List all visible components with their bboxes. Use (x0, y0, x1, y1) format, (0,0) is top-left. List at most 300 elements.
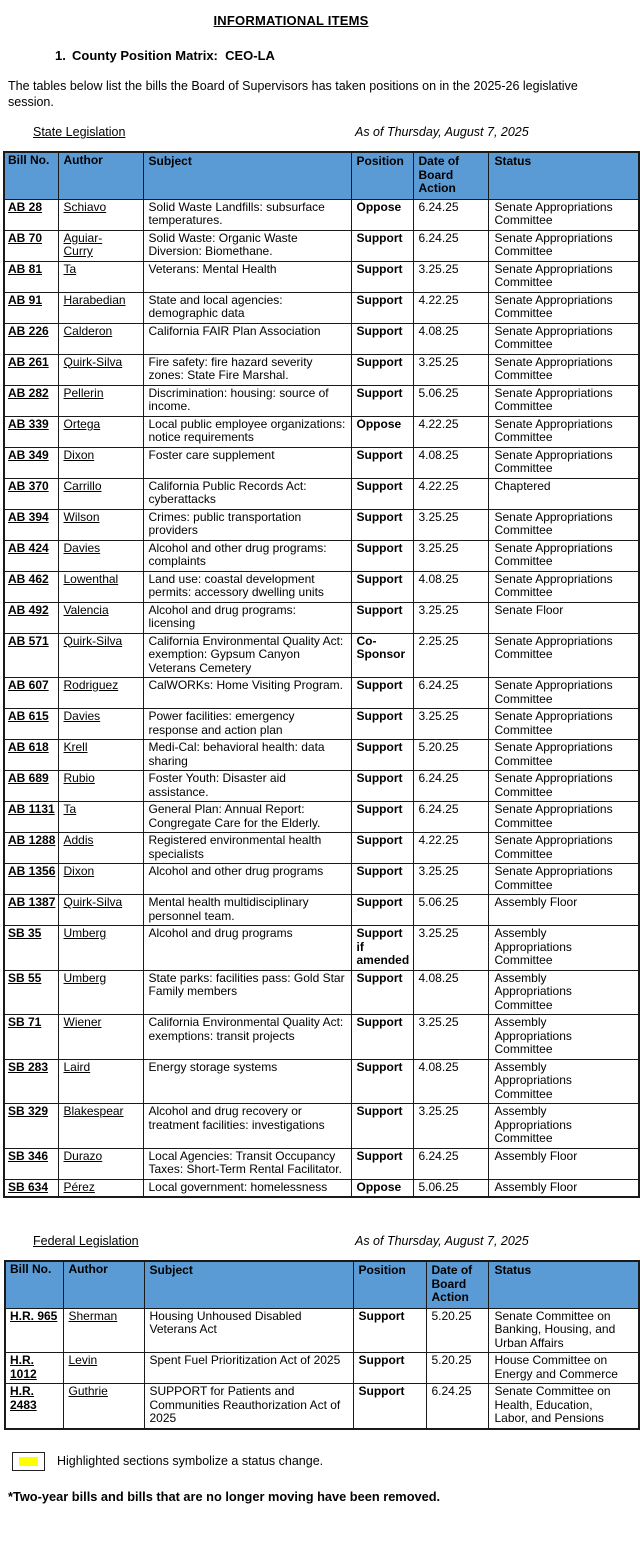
date-cell: 4.22.25 (413, 416, 488, 447)
status-cell: Senate Appropriations Committee (488, 633, 639, 678)
position-cell: Support (351, 602, 413, 633)
subject-cell: California FAIR Plan Association (143, 323, 351, 354)
table-row (4, 1015, 639, 1060)
date-cell: 3.25.25 (413, 509, 488, 540)
subject-cell: Alcohol and drug programs (143, 926, 351, 971)
author-link[interactable]: Ta (63, 261, 77, 276)
bill-number-link[interactable]: SB 346 (8, 1148, 49, 1163)
legend (12, 1452, 640, 1471)
author-cell (58, 895, 143, 926)
position-cell: Support (351, 540, 413, 571)
position-cell: Oppose (351, 1179, 413, 1197)
position-cell: Support (351, 1059, 413, 1104)
status-cell: Senate Appropriations Committee (488, 416, 639, 447)
status-cell: Senate Appropriations Committee (488, 771, 639, 802)
subject-cell: Veterans: Mental Health (143, 261, 351, 292)
position-cell: Support (351, 895, 413, 926)
author-link[interactable]: Rubio (63, 771, 95, 785)
bill-number-link[interactable]: AB 370 (8, 478, 49, 493)
date-cell: 5.06.25 (413, 895, 488, 926)
state-section-heading-row (33, 125, 640, 142)
bill-number-link[interactable]: AB 282 (8, 385, 49, 400)
author-cell (58, 385, 143, 416)
bill-cell (4, 323, 58, 354)
author-link[interactable]: Laird (63, 1059, 91, 1074)
table-row (4, 1104, 639, 1149)
bill-cell (4, 230, 58, 261)
status-cell: Senate Appropriations Committee (488, 864, 639, 895)
bill-number-link[interactable]: AB 1288 (8, 833, 56, 847)
bill-number-link[interactable]: AB 91 (8, 292, 43, 307)
date-cell: 4.22.25 (413, 833, 488, 864)
date-cell: 4.22.25 (413, 478, 488, 509)
date-cell: 4.08.25 (413, 323, 488, 354)
author-link[interactable]: Davies (63, 709, 101, 723)
position-cell: Support (351, 771, 413, 802)
date-cell: 4.08.25 (413, 571, 488, 602)
author-cell (58, 1104, 143, 1149)
author-cell (58, 1179, 143, 1197)
bill-cell (5, 1308, 63, 1353)
page-title: INFORMATIONAL ITEMS (213, 13, 369, 28)
position-cell: Support (351, 1148, 413, 1179)
author-cell (58, 970, 143, 1015)
author-cell (58, 261, 143, 292)
status-cell: Senate Appropriations Committee (488, 447, 639, 478)
author-cell (63, 1353, 144, 1384)
item-number: 1. (55, 48, 66, 63)
position-cell: Support (351, 571, 413, 602)
col-header-subject: Subject (144, 1261, 353, 1308)
author-cell (58, 709, 143, 740)
numbered-item (55, 48, 640, 63)
subject-cell: Alcohol and drug recovery or treatment facilities: investigations (143, 1104, 351, 1149)
table-row (4, 385, 639, 416)
col-header-bill-no: Bill No. (4, 152, 58, 199)
author-cell (58, 199, 143, 230)
table-row (4, 895, 639, 926)
position-cell: Support (351, 833, 413, 864)
table-row (4, 678, 639, 709)
table-row (4, 864, 639, 895)
bill-cell (4, 802, 58, 833)
position-cell: Support (353, 1353, 426, 1384)
table-row (5, 1308, 639, 1353)
date-cell: 4.22.25 (413, 292, 488, 323)
bill-cell (4, 447, 58, 478)
status-cell: Assembly Appropriations Committee (488, 1059, 639, 1104)
date-cell: 6.24.25 (413, 230, 488, 261)
subject-cell: State parks: facilities pass: Gold Star Family members (143, 970, 351, 1015)
col-header-bill-no: Bill No. (5, 1261, 63, 1308)
table-row (4, 447, 639, 478)
author-cell (58, 540, 143, 571)
status-cell: Senate Committee on Health, Education, Labor, and Pensions (488, 1384, 639, 1429)
author-link[interactable]: Carrillo (63, 478, 102, 493)
author-link[interactable]: Umberg (63, 970, 107, 985)
subject-cell: Registered environmental health specialists (143, 833, 351, 864)
bill-number-link[interactable]: AB 1387 (8, 895, 56, 909)
legend-text: Highlighted sections symbolize a status change. (57, 1454, 324, 1468)
date-cell: 5.20.25 (413, 740, 488, 771)
status-cell: Senate Appropriations Committee (488, 385, 639, 416)
table-row (4, 740, 639, 771)
bill-number-link[interactable]: AB 28 (8, 199, 43, 214)
subject-cell: Mental health multidisciplinary personnel team. (143, 895, 351, 926)
author-link[interactable]: Umberg (63, 926, 107, 940)
position-cell: Support (351, 261, 413, 292)
bill-number-link[interactable]: AB 607 (8, 678, 49, 692)
subject-cell: Land use: coastal development permits: accessory dwelling units (143, 571, 351, 602)
intro-paragraph: The tables below list the bills the Board of Supervisors has taken positions on in the 2025-26 legislative session. (8, 79, 578, 109)
header-row (5, 1261, 639, 1308)
author-link[interactable]: Sherman (68, 1308, 118, 1323)
author-cell (58, 771, 143, 802)
item-title: County Position Matrix: CEO-LA (72, 48, 275, 63)
table-row (4, 199, 639, 230)
status-cell: Assembly Appropriations Committee (488, 970, 639, 1015)
position-cell: Co-Sponsor (351, 633, 413, 678)
author-link[interactable]: Krell (63, 740, 88, 754)
bill-number-link[interactable]: SB 35 (8, 926, 42, 940)
table-row (4, 509, 639, 540)
bill-number-link[interactable]: AB 70 (8, 230, 43, 245)
bill-number-link[interactable]: AB 689 (8, 771, 49, 785)
author-cell (58, 230, 143, 261)
bill-cell (4, 385, 58, 416)
table-row (4, 1179, 639, 1197)
author-link[interactable]: Quirk-Silva (63, 633, 123, 648)
bill-cell (4, 261, 58, 292)
author-cell (58, 678, 143, 709)
col-header-subject: Subject (143, 152, 351, 199)
bill-cell (4, 199, 58, 230)
col-header-date-of-board-action: Date of Board Action (426, 1261, 488, 1308)
state-legislation-heading: State Legislation (33, 125, 126, 139)
author-cell (58, 602, 143, 633)
position-cell: Support (351, 678, 413, 709)
status-cell: Assembly Floor (488, 895, 639, 926)
bill-cell (4, 1015, 58, 1060)
bill-number-link[interactable]: AB 261 (8, 354, 49, 369)
table-row (4, 354, 639, 385)
bill-number-link[interactable]: AB 462 (8, 571, 49, 586)
position-cell: Support (351, 385, 413, 416)
status-cell: Assembly Appropriations Committee (488, 1015, 639, 1060)
col-header-status: Status (488, 152, 639, 199)
position-cell: Support (351, 509, 413, 540)
bill-cell (4, 540, 58, 571)
federal-as-of-date: As of Thursday, August 7, 2025 (355, 1234, 529, 1248)
bill-cell (4, 292, 58, 323)
position-cell: Support (351, 864, 413, 895)
state-legislation-table (3, 151, 640, 1198)
subject-cell: Solid Waste: Organic Waste Diversion: Biomethane. (143, 230, 351, 261)
bill-number-link[interactable]: AB 1356 (8, 864, 56, 878)
bill-cell (4, 1148, 58, 1179)
bill-number-link[interactable]: SB 283 (8, 1059, 49, 1074)
status-cell: Senate Appropriations Committee (488, 833, 639, 864)
table-row (4, 540, 639, 571)
table-row (4, 633, 639, 678)
author-cell (58, 416, 143, 447)
federal-legislation-heading: Federal Legislation (33, 1234, 139, 1248)
bill-number-link[interactable]: H.R. 965 (10, 1308, 58, 1323)
subject-cell: Crimes: public transportation providers (143, 509, 351, 540)
subject-cell: Solid Waste Landfills: subsurface temperatures. (143, 199, 351, 230)
federal-section-heading-row (33, 1234, 640, 1251)
table-row (5, 1353, 639, 1384)
position-cell: Support (351, 970, 413, 1015)
position-cell: Support (351, 1104, 413, 1149)
highlight-swatch-fill (19, 1457, 38, 1466)
subject-cell: Housing Unhoused Disabled Veterans Act (144, 1308, 353, 1353)
status-cell: Senate Appropriations Committee (488, 292, 639, 323)
bill-number-link[interactable]: AB 492 (8, 602, 49, 617)
author-link[interactable]: Addis (63, 833, 94, 847)
author-link[interactable]: Aguiar-Curry (63, 230, 103, 258)
subject-cell: Alcohol and other drug programs: complaints (143, 540, 351, 571)
status-cell: Senate Committee on Banking, Housing, and Urban Affairs (488, 1308, 639, 1353)
date-cell: 3.25.25 (413, 709, 488, 740)
status-cell: Senate Floor (488, 602, 639, 633)
subject-cell: General Plan: Annual Report: Congregate Care for the Elderly. (143, 802, 351, 833)
author-link[interactable]: Pérez (63, 1179, 95, 1194)
date-cell: 3.25.25 (413, 354, 488, 385)
position-cell: Oppose (351, 199, 413, 230)
author-link[interactable]: Ortega (63, 416, 101, 431)
bill-cell (4, 509, 58, 540)
bill-number-link[interactable]: AB 394 (8, 509, 49, 524)
bill-number-link[interactable]: AB 339 (8, 416, 49, 431)
position-cell: Support (351, 478, 413, 509)
author-cell (58, 633, 143, 678)
table-row (4, 833, 639, 864)
bill-cell (4, 926, 58, 971)
footnote: *Two-year bills and bills that are no longer moving have been removed. (8, 1488, 441, 1504)
position-cell: Support (351, 447, 413, 478)
table-row (4, 1148, 639, 1179)
date-cell: 3.25.25 (413, 864, 488, 895)
col-header-author: Author (58, 152, 143, 199)
status-cell: Senate Appropriations Committee (488, 323, 639, 354)
author-link[interactable]: Guthrie (68, 1384, 108, 1398)
table-row (4, 970, 639, 1015)
bill-number-link[interactable]: H.R. 1012 (10, 1353, 37, 1381)
bill-number-link[interactable]: SB 329 (8, 1104, 49, 1118)
table-row (4, 416, 639, 447)
bill-number-link[interactable]: AB 349 (8, 447, 49, 462)
highlight-swatch (12, 1452, 45, 1471)
bill-cell (4, 416, 58, 447)
federal-legislation-table (4, 1260, 640, 1430)
bill-cell (4, 771, 58, 802)
bill-cell (4, 833, 58, 864)
bill-cell (4, 1104, 58, 1149)
position-cell: Support if amended (351, 926, 413, 971)
status-cell: Senate Appropriations Committee (488, 199, 639, 230)
subject-cell: Alcohol and drug programs: licensing (143, 602, 351, 633)
author-cell (58, 740, 143, 771)
bill-number-link[interactable]: AB 571 (8, 633, 49, 648)
author-cell (58, 354, 143, 385)
author-cell (58, 509, 143, 540)
table-row (4, 771, 639, 802)
date-cell: 6.24.25 (413, 199, 488, 230)
bill-cell (4, 1179, 58, 1197)
author-cell (58, 323, 143, 354)
subject-cell: CalWORKs: Home Visiting Program. (143, 678, 351, 709)
bill-number-link[interactable]: AB 618 (8, 740, 49, 754)
state-as-of-date: As of Thursday, August 7, 2025 (355, 125, 529, 139)
position-cell: Support (351, 740, 413, 771)
author-cell (58, 571, 143, 602)
author-cell (58, 478, 143, 509)
author-link[interactable]: Wilson (63, 509, 100, 524)
subject-cell: Local government: homelessness (143, 1179, 351, 1197)
status-cell: Senate Appropriations Committee (488, 261, 639, 292)
author-link[interactable]: Durazo (63, 1148, 103, 1163)
subject-cell: Foster Youth: Disaster aid assistance. (143, 771, 351, 802)
author-link[interactable]: Rodriguez (63, 678, 119, 692)
bill-cell (4, 354, 58, 385)
bill-number-link[interactable]: AB 81 (8, 261, 43, 276)
bill-cell (4, 571, 58, 602)
bill-cell (4, 709, 58, 740)
date-cell: 4.08.25 (413, 970, 488, 1015)
author-cell (58, 833, 143, 864)
subject-cell: Medi-Cal: behavioral health: data sharing (143, 740, 351, 771)
author-link[interactable]: Blakespear (63, 1104, 124, 1118)
bill-cell (5, 1353, 63, 1384)
position-cell: Support (351, 292, 413, 323)
table-row (4, 709, 639, 740)
author-cell (58, 447, 143, 478)
date-cell: 3.25.25 (413, 1015, 488, 1060)
date-cell: 6.24.25 (413, 771, 488, 802)
status-cell: Assembly Floor (488, 1179, 639, 1197)
position-cell: Support (353, 1308, 426, 1353)
bill-cell (4, 1059, 58, 1104)
date-cell: 3.25.25 (413, 1104, 488, 1149)
subject-cell: Alcohol and other drug programs (143, 864, 351, 895)
author-link[interactable]: Levin (68, 1353, 98, 1367)
author-link[interactable]: Lowenthal (63, 571, 119, 586)
table-row (4, 478, 639, 509)
subject-cell: California Environmental Quality Act: exemptions: transit projects (143, 1015, 351, 1060)
bill-number-link[interactable]: AB 1131 (8, 802, 55, 816)
table-row (4, 230, 639, 261)
status-cell: Assembly Appropriations Committee (488, 926, 639, 971)
author-link[interactable]: Calderon (63, 323, 113, 338)
author-cell (58, 1015, 143, 1060)
status-cell: Senate Appropriations Committee (488, 509, 639, 540)
date-cell: 5.20.25 (426, 1353, 488, 1384)
status-cell: Chaptered (488, 478, 639, 509)
date-cell: 6.24.25 (413, 802, 488, 833)
table-row (4, 261, 639, 292)
position-cell: Support (351, 230, 413, 261)
status-cell: Senate Appropriations Committee (488, 230, 639, 261)
position-cell: Support (351, 1015, 413, 1060)
author-cell (58, 1148, 143, 1179)
position-cell: Support (353, 1384, 426, 1429)
author-link[interactable]: Ta (63, 802, 77, 816)
author-link[interactable]: Dixon (63, 864, 95, 878)
col-header-date-of-board-action: Date of Board Action (413, 152, 488, 199)
author-link[interactable]: Pellerin (63, 385, 104, 400)
date-cell: 3.25.25 (413, 261, 488, 292)
bill-number-link[interactable]: AB 226 (8, 323, 49, 338)
status-cell: Senate Appropriations Committee (488, 354, 639, 385)
author-cell (63, 1308, 144, 1353)
bill-cell (4, 740, 58, 771)
author-link[interactable]: Quirk-Silva (63, 354, 123, 369)
bill-number-link[interactable]: AB 424 (8, 540, 49, 555)
position-cell: Oppose (351, 416, 413, 447)
col-header-author: Author (63, 1261, 144, 1308)
author-link[interactable]: Schiavo (63, 199, 107, 214)
bill-cell (4, 633, 58, 678)
author-link[interactable]: Wiener (63, 1015, 102, 1029)
author-link[interactable]: Dixon (63, 447, 95, 462)
status-cell: Senate Appropriations Committee (488, 571, 639, 602)
table-row (4, 602, 639, 633)
date-cell: 6.24.25 (413, 678, 488, 709)
bill-cell (4, 478, 58, 509)
bill-cell (4, 864, 58, 895)
date-cell: 4.08.25 (413, 1059, 488, 1104)
author-link[interactable]: Harabedian (63, 292, 126, 307)
author-link[interactable]: Valencia (63, 602, 109, 617)
bill-number-link[interactable]: SB 55 (8, 970, 42, 985)
date-cell: 3.25.25 (413, 602, 488, 633)
bill-number-link[interactable]: SB 634 (8, 1179, 49, 1194)
subject-cell: Power facilities: emergency response and action plan (143, 709, 351, 740)
table-row (4, 1059, 639, 1104)
status-cell: Senate Appropriations Committee (488, 678, 639, 709)
status-cell: Senate Appropriations Committee (488, 540, 639, 571)
bill-number-link[interactable]: SB 71 (8, 1015, 42, 1029)
table-row (5, 1384, 639, 1429)
date-cell: 5.20.25 (426, 1308, 488, 1353)
status-cell: Senate Appropriations Committee (488, 740, 639, 771)
col-header-position: Position (353, 1261, 426, 1308)
bill-number-link[interactable]: H.R. 2483 (10, 1384, 37, 1412)
table-row (4, 323, 639, 354)
table-row (4, 571, 639, 602)
author-cell (58, 926, 143, 971)
table-row (4, 292, 639, 323)
author-link[interactable]: Davies (63, 540, 101, 555)
header-row (4, 152, 639, 199)
bill-number-link[interactable]: AB 615 (8, 709, 49, 723)
position-cell: Support (351, 709, 413, 740)
date-cell: 3.25.25 (413, 540, 488, 571)
date-cell: 6.24.25 (426, 1384, 488, 1429)
subject-cell: Energy storage systems (143, 1059, 351, 1104)
date-cell: 6.24.25 (413, 1148, 488, 1179)
bill-cell (4, 678, 58, 709)
author-cell (63, 1384, 144, 1429)
author-link[interactable]: Quirk-Silva (63, 895, 123, 909)
col-header-status: Status (488, 1261, 639, 1308)
bill-cell (5, 1384, 63, 1429)
date-cell: 2.25.25 (413, 633, 488, 678)
table-row (4, 802, 639, 833)
position-cell: Support (351, 802, 413, 833)
subject-cell: Spent Fuel Prioritization Act of 2025 (144, 1353, 353, 1384)
